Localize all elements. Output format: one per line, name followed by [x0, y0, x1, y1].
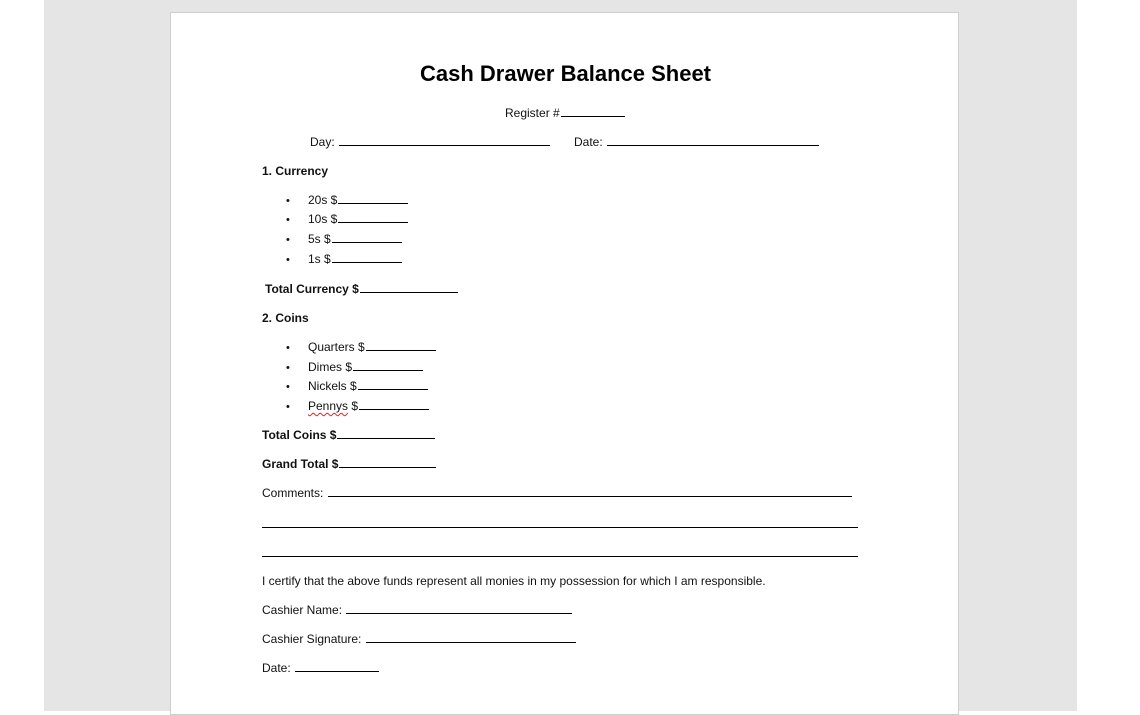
cashier-signature-blank	[366, 631, 576, 643]
bullet-icon: •	[286, 254, 290, 266]
total-coins-field	[262, 427, 435, 443]
cashier-name-blank	[346, 602, 572, 614]
document-title: Cash Drawer Balance Sheet	[419, 61, 712, 86]
coin-item-pennys	[286, 398, 429, 415]
bullet-icon: •	[286, 381, 290, 393]
bullet-icon: •	[286, 234, 290, 246]
total-currency-label: Total Currency $	[265, 282, 359, 296]
coin-blank	[358, 378, 428, 390]
currency-item-label: 1s $	[308, 252, 331, 266]
comments-blank	[328, 485, 852, 497]
register-label: Register #	[505, 106, 560, 120]
currency-item-label: 20s $	[308, 193, 338, 207]
coin-item-label: Nickels $	[308, 379, 357, 393]
grand-total-label: Grand Total $	[262, 457, 339, 471]
coin-item-dimes	[286, 359, 423, 376]
coin-item-quarters	[286, 339, 436, 356]
currency-heading: 1. Currency	[262, 164, 329, 178]
currency-item-10s	[286, 211, 408, 228]
grand-total-field	[262, 456, 436, 472]
currency-item-1s	[286, 251, 402, 268]
total-currency-blank	[360, 281, 458, 293]
coins-heading: 2. Coins	[262, 311, 309, 325]
total-coins-blank	[337, 427, 435, 439]
currency-blank	[338, 192, 408, 204]
document-page	[170, 12, 959, 715]
coin-blank	[353, 359, 423, 371]
comments-line-2	[262, 527, 858, 528]
bullet-icon: •	[286, 362, 290, 374]
date-field	[574, 134, 819, 150]
bottom-date-field	[262, 660, 379, 676]
coin-item-label: $	[351, 399, 359, 413]
currency-item-5s	[286, 231, 402, 248]
coin-item-label: Quarters $	[308, 340, 365, 354]
bottom-date-label: Date:	[262, 661, 291, 675]
misspelled-word[interactable]: Pennys	[308, 399, 349, 413]
total-currency-field	[265, 281, 458, 297]
bullet-icon: •	[286, 214, 290, 226]
cashier-name-label: Cashier Name:	[262, 603, 343, 617]
date-label: Date:	[574, 135, 603, 149]
day-blank	[339, 134, 550, 146]
cashier-signature-label: Cashier Signature:	[262, 632, 362, 646]
coin-blank	[366, 339, 436, 351]
comments-line-3	[262, 556, 858, 557]
currency-blank	[338, 211, 408, 223]
comments-field	[262, 485, 852, 501]
coin-blank	[359, 398, 429, 410]
certify-statement: I certify that the above funds represent all monies in my possession for which I am responsible.	[262, 574, 766, 588]
cashier-name-field	[262, 602, 572, 618]
cashier-signature-field	[262, 631, 576, 647]
grand-total-blank	[339, 456, 436, 468]
day-field	[310, 134, 550, 150]
date-blank	[607, 134, 819, 146]
currency-blank	[332, 231, 402, 243]
register-field	[505, 105, 625, 121]
currency-blank	[332, 251, 402, 263]
coin-item-label: Dimes $	[308, 360, 353, 374]
currency-item-label: 10s $	[308, 212, 338, 226]
currency-item-label: 5s $	[308, 232, 331, 246]
day-label: Day:	[310, 135, 335, 149]
bullet-icon: •	[286, 195, 290, 207]
comments-label: Comments:	[262, 486, 324, 500]
coin-item-nickels	[286, 378, 428, 395]
total-coins-label: Total Coins $	[262, 428, 337, 442]
currency-item-20s	[286, 192, 408, 209]
bullet-icon: •	[286, 342, 290, 354]
bullet-icon: •	[286, 401, 290, 413]
register-blank	[561, 105, 625, 117]
bottom-date-blank	[295, 660, 379, 672]
